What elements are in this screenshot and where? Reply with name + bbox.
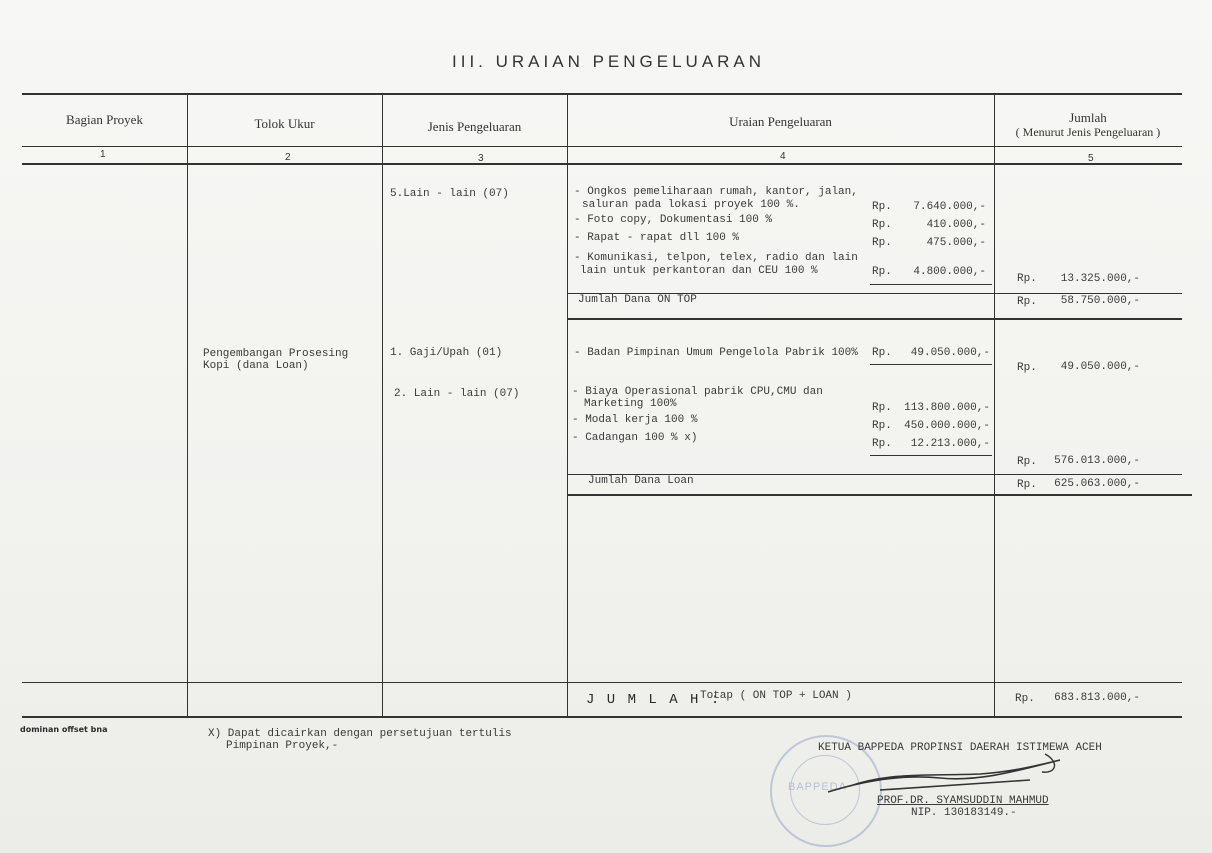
uraian-item-line: - Foto copy, Dokumentasi 100 % bbox=[574, 214, 773, 226]
subtotal-value: 13.325.000,- bbox=[1060, 273, 1140, 285]
rp-label: Rp. bbox=[1017, 273, 1037, 285]
signatory-name: PROF.DR. SYAMSUDDIN MAHMUD bbox=[877, 795, 1049, 807]
table-bottom-border bbox=[22, 716, 1182, 718]
uraian-item-line: Marketing 100% bbox=[584, 398, 677, 410]
header-uraian-pengeluaran: Uraian Pengeluaran bbox=[729, 114, 832, 129]
grand-total-sublabel: Totap ( ON TOP + LOAN ) bbox=[700, 690, 852, 702]
printer-mark: dominan offset bna bbox=[20, 725, 108, 734]
header-bagian-proyek: Bagian Proyek bbox=[66, 112, 143, 127]
rp-label: Rp. bbox=[1017, 456, 1037, 468]
rp-label: Rp. bbox=[1017, 296, 1037, 308]
row-divider bbox=[567, 318, 1182, 320]
table-top-border bbox=[22, 93, 1182, 95]
header-tolok-ukur: Tolok Ukur bbox=[254, 116, 315, 131]
amount-value: 475.000,- bbox=[926, 237, 986, 249]
uraian-item-line: saluran pada lokasi proyek 100 %. bbox=[582, 199, 800, 211]
col-number-5: 5 bbox=[1088, 153, 1094, 164]
rp-label: Rp. bbox=[872, 402, 892, 414]
rp-label: Rp. bbox=[1015, 693, 1035, 705]
row-divider bbox=[567, 494, 1192, 496]
total-ontop-value: 58.750.000,- bbox=[1060, 295, 1140, 307]
amount-value: 7.640.000,- bbox=[913, 201, 986, 213]
uraian-item-line: lain untuk perkantoran dan CEU 100 % bbox=[580, 265, 818, 277]
rp-label: Rp. bbox=[872, 201, 892, 213]
amount-value: 12.213.000,- bbox=[910, 438, 990, 450]
col-divider-2 bbox=[382, 93, 383, 718]
jenis-lain-lain-ontop: 5.Lain - lain (07) bbox=[390, 188, 509, 200]
subtotal-rule bbox=[870, 364, 992, 365]
header-jumlah: Jumlah bbox=[1069, 110, 1107, 125]
header-jenis-pengeluaran: Jenis Pengeluaran bbox=[427, 119, 522, 134]
rp-label: Rp. bbox=[872, 347, 892, 359]
rp-label: Rp. bbox=[872, 266, 892, 278]
total-ontop-label: Jumlah Dana ON TOP bbox=[578, 294, 697, 306]
subtotal-value: 49.050.000,- bbox=[1060, 361, 1140, 373]
page-title: III. URAIAN PENGELUARAN bbox=[452, 52, 766, 71]
total-loan-label: Jumlah Dana Loan bbox=[588, 475, 694, 487]
uraian-item-line: - Komunikasi, telpon, telex, radio dan lain bbox=[574, 252, 858, 264]
subtotal-value: 576.013.000,- bbox=[1054, 455, 1140, 467]
subtotal-rule bbox=[870, 284, 992, 285]
total-loan-value: 625.063.000,- bbox=[1054, 478, 1140, 490]
subtotal-rule bbox=[870, 455, 992, 456]
rp-label: Rp. bbox=[1017, 362, 1037, 374]
bagian-proyek-line: Pengembangan Prosesing bbox=[203, 348, 349, 360]
header-jumlah-sub: ( Menurut Jenis Pengeluaran ) bbox=[1015, 125, 1161, 139]
rp-label: Rp. bbox=[1017, 479, 1037, 491]
uraian-item-line: - Rapat - rapat dll 100 % bbox=[574, 232, 740, 244]
uraian-item-line: - Badan Pimpinan Umum Pengelola Pabrik 100% bbox=[574, 347, 858, 359]
amount-value: 4.800.000,- bbox=[913, 266, 986, 278]
amount-value: 113.800.000,- bbox=[904, 402, 990, 414]
amount-value: 49.050.000,- bbox=[910, 347, 990, 359]
col-number-2: 2 bbox=[285, 152, 291, 163]
jenis-lain-lain-loan: 2. Lain - lain (07) bbox=[394, 388, 520, 400]
jenis-gaji-upah: 1. Gaji/Upah (01) bbox=[390, 347, 503, 359]
bagian-proyek-line: Kopi (dana Loan) bbox=[203, 360, 309, 372]
uraian-item-line: - Cadangan 100 % x) bbox=[572, 432, 698, 444]
header-divider bbox=[22, 146, 1182, 147]
uraian-item-line: - Biaya Operasional pabrik CPU,CMU dan bbox=[572, 386, 823, 398]
uraian-item-line: - Modal kerja 100 % bbox=[572, 414, 698, 426]
col-divider-3 bbox=[567, 93, 568, 718]
amount-value: 450.000.000,- bbox=[904, 420, 990, 432]
rp-label: Rp. bbox=[872, 219, 892, 231]
colnum-divider bbox=[22, 163, 1182, 165]
signatory-nip: NIP. 130183149.- bbox=[911, 807, 1017, 819]
col-divider-1 bbox=[187, 93, 188, 718]
body-bottom-border bbox=[22, 682, 1182, 683]
rp-label: Rp. bbox=[872, 438, 892, 450]
rp-label: Rp. bbox=[872, 237, 892, 249]
grand-total-label: J U M L A H : bbox=[586, 692, 722, 708]
signature-title: KETUA BAPPEDA PROPINSI DAERAH ISTIMEWA ACEH bbox=[818, 742, 1102, 754]
stamp-text: BAPPEDA bbox=[788, 781, 847, 793]
footnote-line: X) Dapat dicairkan dengan persetujuan tertulis bbox=[208, 728, 512, 740]
footnote-line: Pimpinan Proyek,- bbox=[226, 740, 339, 752]
uraian-item-line: - Ongkos pemeliharaan rumah, kantor, jalan, bbox=[574, 186, 858, 198]
col-number-4: 4 bbox=[780, 151, 786, 162]
amount-value: 410.000,- bbox=[926, 219, 986, 231]
grand-total-value: 683.813.000,- bbox=[1054, 692, 1140, 704]
rp-label: Rp. bbox=[872, 420, 892, 432]
col-number-3: 3 bbox=[478, 153, 484, 164]
col-divider-4 bbox=[994, 93, 995, 718]
col-number-1: 1 bbox=[100, 149, 106, 160]
